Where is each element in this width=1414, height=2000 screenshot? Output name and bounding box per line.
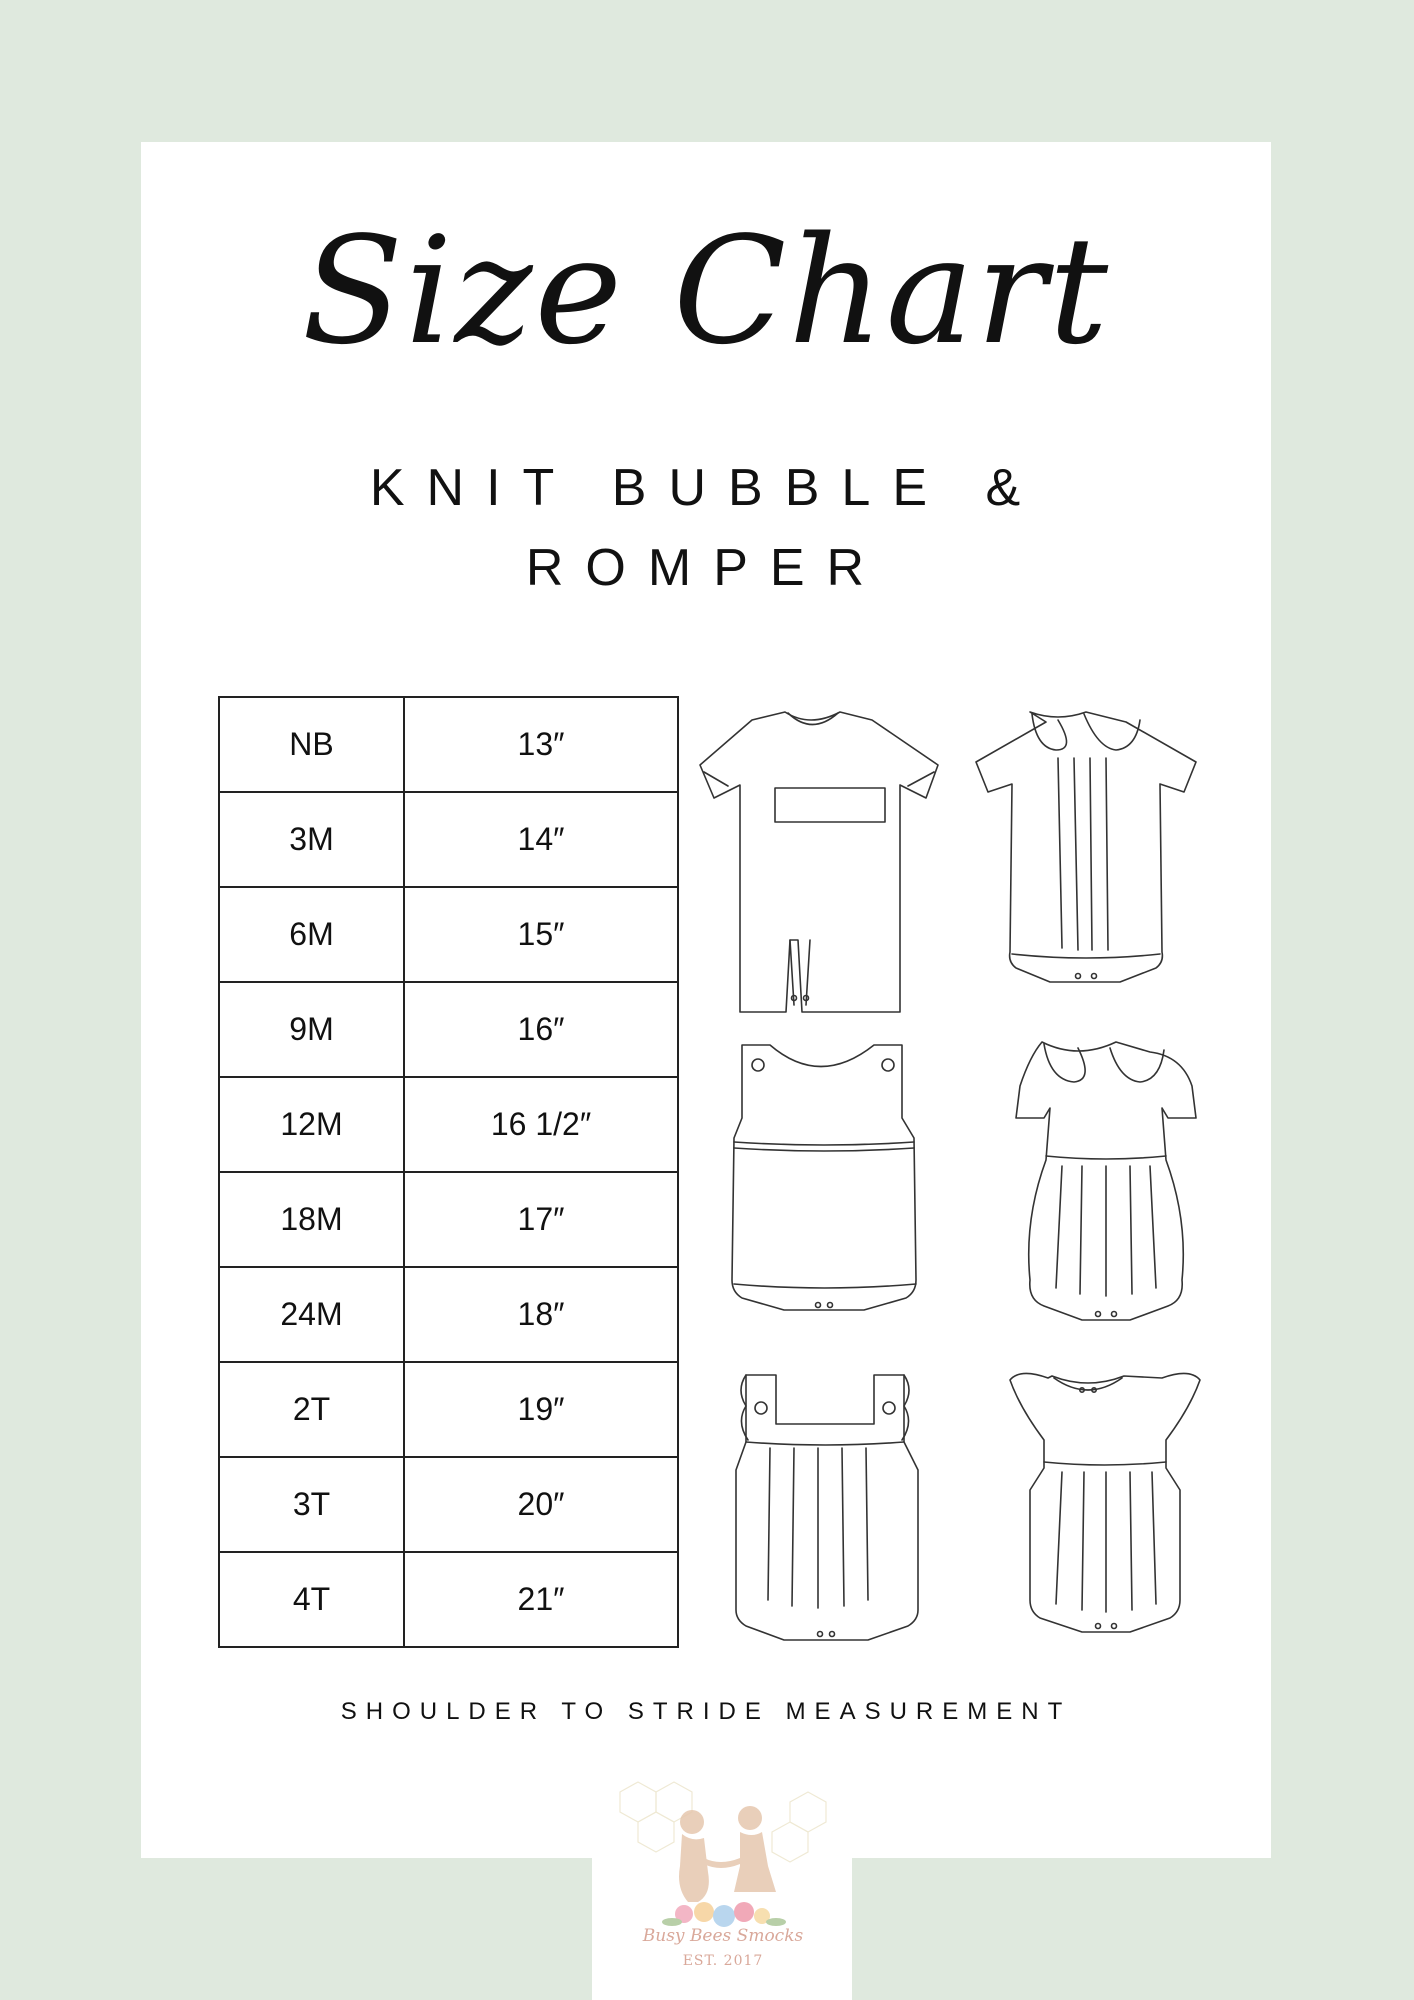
measurement-cell: 16″: [404, 982, 678, 1077]
page-title: Size Chart: [301, 205, 1111, 377]
measurement-cell: 14″: [404, 792, 678, 887]
size-cell: 24M: [219, 1267, 404, 1362]
table-row: [219, 697, 678, 792]
measurement-note: SHOULDER TO STRIDE MEASUREMENT: [340, 1698, 1072, 1725]
size-cell: 3M: [219, 792, 404, 887]
size-cell: NB: [219, 697, 404, 792]
size-cell: 18M: [219, 1172, 404, 1267]
size-cell: 4T: [219, 1552, 404, 1647]
ruffle-strap-bubble-illustration: [736, 1375, 918, 1640]
table-row: [219, 1552, 678, 1647]
size-table: [218, 696, 679, 1648]
measurement-cell: 17″: [404, 1172, 678, 1267]
size-cell: 3T: [219, 1457, 404, 1552]
sleeveless-bubble-illustration: [732, 1045, 916, 1310]
measurement-cell: 21″: [404, 1552, 678, 1647]
subtitle-line-1: KNIT BUBBLE &: [369, 459, 1043, 517]
collared-bubble-illustration: [976, 712, 1196, 982]
size-cell: 2T: [219, 1362, 404, 1457]
garment-illustrations: [690, 700, 1230, 1660]
measurement-cell: 16 1/2″: [404, 1077, 678, 1172]
table-row: [219, 792, 678, 887]
logo-brand-text: Busy Bees Smocks: [642, 1926, 804, 1946]
shortall-illustration: [700, 712, 938, 1012]
puff-sleeve-bubble-illustration: [1016, 1042, 1196, 1320]
table-row: [219, 1362, 678, 1457]
table-row: [219, 1172, 678, 1267]
table-row: [219, 1077, 678, 1172]
size-cell: 9M: [219, 982, 404, 1077]
table-row: [219, 982, 678, 1077]
measurement-cell: 13″: [404, 697, 678, 792]
measurement-cell: 18″: [404, 1267, 678, 1362]
table-row: [219, 887, 678, 982]
measurement-cell: 20″: [404, 1457, 678, 1552]
logo-est-text: EST. 2017: [682, 1953, 764, 1969]
size-cell: 12M: [219, 1077, 404, 1172]
subtitle-line-2: ROMPER: [525, 539, 887, 597]
measurement-cell: 15″: [404, 887, 678, 982]
page-subtitle: [141, 448, 1271, 608]
measurement-cell: 19″: [404, 1362, 678, 1457]
table-row: [219, 1457, 678, 1552]
size-cell: 6M: [219, 887, 404, 982]
table-row: [219, 1267, 678, 1362]
flutter-sleeve-bubble-illustration: [1010, 1373, 1200, 1632]
